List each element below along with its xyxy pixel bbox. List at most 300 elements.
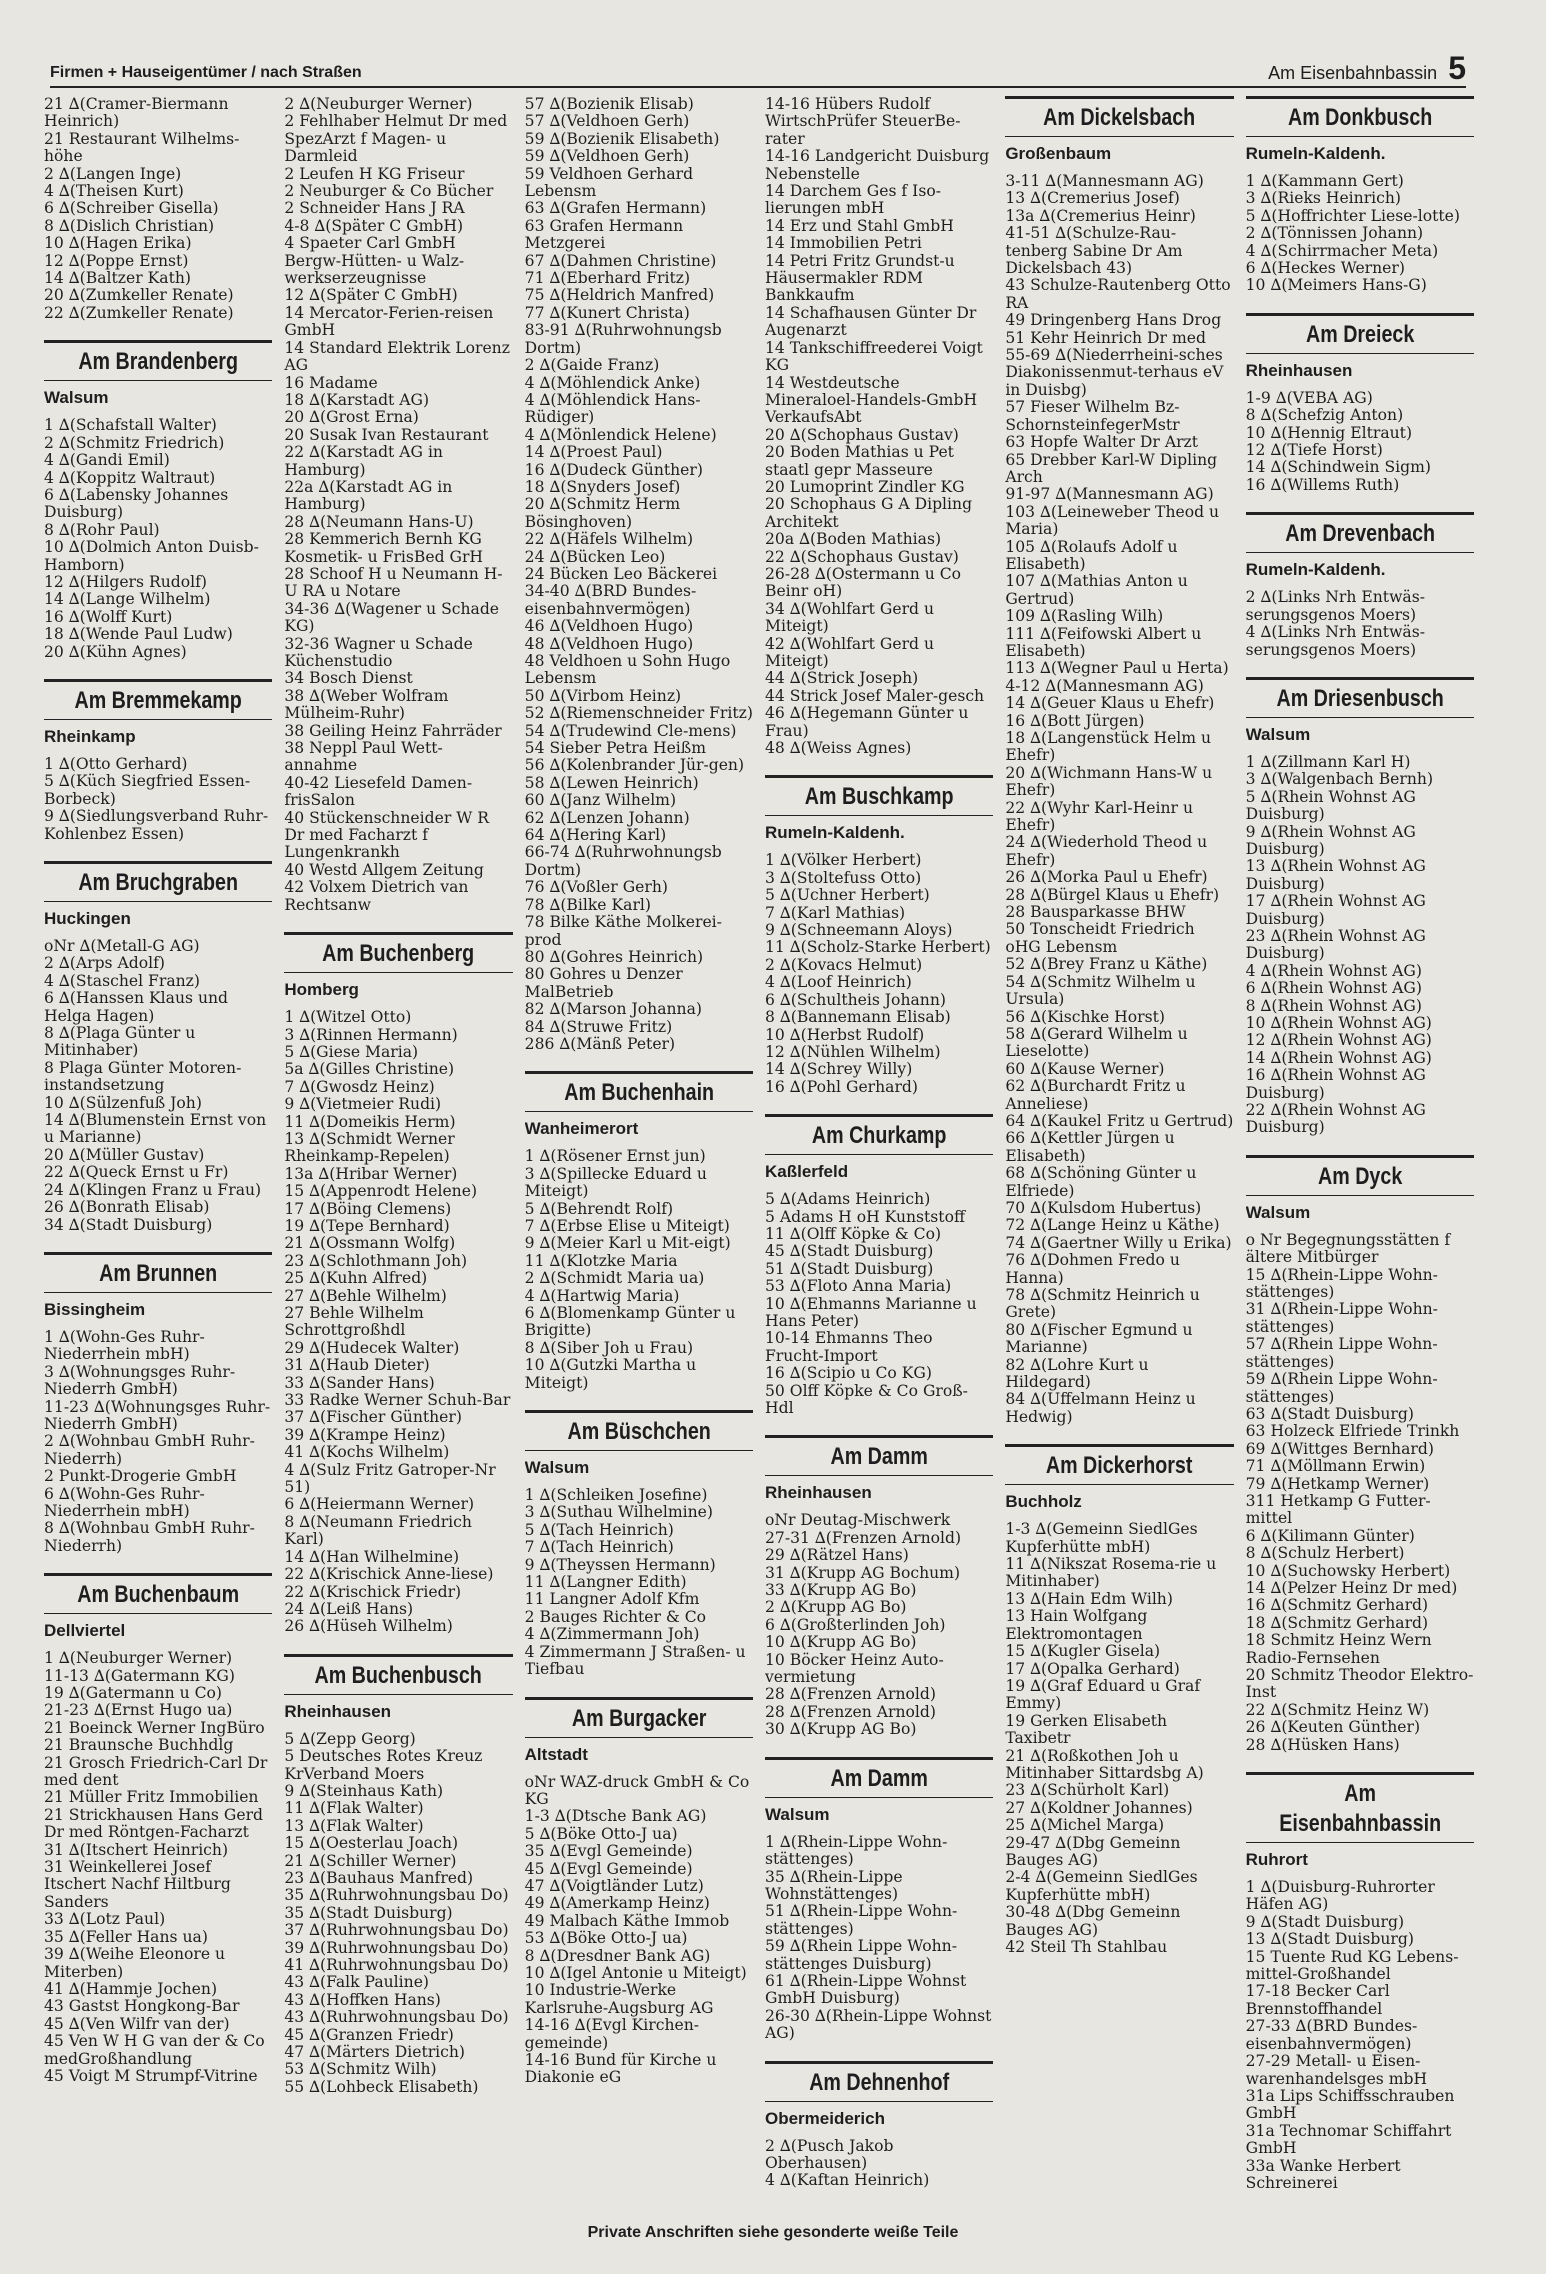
address-entry: 55 ∆(Lohbeck Elisabeth) [284, 2077, 479, 2096]
address-entry: 66 ∆(Kettler Jürgen u Elisabeth) [1005, 1129, 1175, 1165]
address-entry: 2 ∆(Krupp AG Bo) [764, 1598, 907, 1617]
address-entry: 49 ∆(Amerkamp Heinz) [524, 1894, 710, 1913]
address-entry: 7 ∆(Tach Heinrich) [524, 1538, 674, 1557]
address-entry: 4 ∆(Rhein Wohnst AG) [1245, 961, 1422, 980]
address-entry: 4 Spaeter Carl GmbH Bergw-Hütten- u Walz-werkserzeugnisse [284, 234, 465, 288]
address-entry: 41-51 ∆(Schulze-Rau-tenberg Sabine Dr Am Dickelsbach 43) [1005, 224, 1183, 278]
street-name: Am Bruchgraben [78, 869, 238, 896]
address-entry: 6 ∆(Blomenkamp Günter u Brigitte) [524, 1304, 736, 1340]
address-entry: 57 ∆(Rhein Lippe Wohn-stättenges) [1245, 1335, 1438, 1371]
address-entry: 4 ∆(Loof Heinrich) [764, 973, 912, 992]
address-entry: 52 ∆(Riemenschneider Fritz) [524, 704, 753, 723]
address-entry: 20 Schophaus G A Dipling Architekt [764, 495, 973, 531]
address-entry: 14 ∆(Lange Wilhelm) [44, 590, 211, 609]
address-entry: 59 ∆(Veldhoen Gerh) [524, 147, 690, 166]
address-entry: 18 ∆(Langenstück Helm u Ehefr) [1005, 729, 1212, 765]
address-entry: 1 ∆(Witzel Otto) [284, 1008, 412, 1027]
address-entry: 21 ∆(Roßkothen Joh u Mitinhaber Sittardsbg A) [1005, 1746, 1204, 1782]
address-entry: 21-23 ∆(Ernst Hugo ua) [44, 1701, 233, 1720]
address-entry: 28 ∆(Hüsken Hans) [1245, 1735, 1400, 1754]
street-name-box [44, 861, 272, 902]
address-entry: 17 ∆(Rhein Wohnst AG Duisburg) [1245, 892, 1426, 928]
address-entry: 20 Schmitz Theodor Elektro-Inst [1245, 1666, 1474, 1702]
district-name: Rheinhausen [764, 1483, 872, 1503]
address-entry: 15 ∆(Kugler Gisela) [1005, 1642, 1161, 1661]
address-entry: 1-9 ∆(VEBA AG) [1245, 388, 1373, 407]
address-entry: 64 ∆(Kaukel Fritz u Gertrud) [1005, 1111, 1234, 1130]
street-heading [44, 861, 272, 930]
address-entry: 53 ∆(Böke Otto-J ua) [524, 1929, 688, 1948]
address-entry: 28 Kemmerich Bernh KG Kosmetik- u FrisBed GrH [284, 530, 484, 566]
address-entry: 2 Neuburger & Co Bücher [284, 182, 494, 201]
address-entry: 63 Grafen Hermann Metzgerei [524, 216, 684, 253]
address-entry: 22 ∆(Rhein Wohnst AG Duisburg) [1245, 1101, 1426, 1137]
page-number: 5 [1448, 50, 1466, 86]
address-entry: 59 ∆(Rhein Lippe Wohn-stättenges) [1245, 1370, 1438, 1406]
address-entry: 4 ∆(Staschel Franz) [44, 971, 200, 990]
address-entry: 4 ∆(Kaftan Heinrich) [764, 2171, 930, 2190]
address-entry: 6 ∆(Schultheis Johann) [764, 990, 946, 1009]
address-entry: 1 ∆(Rhein-Lippe Wohn-stättenges) [764, 1832, 948, 1869]
address-entry: 39 ∆(Ruhrwohnungsbau Do) [284, 1938, 509, 1957]
address-entry: 14 Darchem Ges f Iso-lierungen mbH [764, 182, 941, 218]
address-entry: 16 ∆(Wolff Kurt) [44, 607, 173, 626]
address-entry: 59 ∆(Rhein Lippe Wohn-stättenges Duisburg) [764, 1937, 957, 1973]
address-entry: 71 ∆(Eberhard Fritz) [524, 269, 691, 288]
street-heading [284, 932, 512, 1001]
address-entry: 1 ∆(Rösener Ernst jun) [524, 1147, 706, 1166]
address-entry: 30 ∆(Krupp AG Bo) [764, 1720, 917, 1739]
street-name-box [525, 1071, 753, 1112]
address-entry: 27-29 Metall- u Eisen-warenhandelsges mbH [1245, 2052, 1428, 2088]
address-entry: 43 ∆(Hoffken Hans) [284, 1990, 441, 2009]
street-name-box [1246, 512, 1474, 553]
address-entry: 38 Geiling Heinz Fahrräder [284, 721, 502, 740]
address-entry: 13 ∆(Stadt Duisburg) [1245, 1930, 1414, 1949]
street-name-box [1246, 1155, 1474, 1196]
street-heading [1246, 512, 1474, 581]
street-heading [525, 1071, 753, 1140]
address-entry: 24 Bücken Leo Bäckerei [524, 564, 718, 583]
street-heading [1246, 96, 1474, 165]
address-entry: 46 ∆(Hegemann Günter u Frau) [764, 704, 969, 740]
address-entry: 4 ∆(Theisen Kurt) [44, 182, 184, 201]
address-entry: 10 ∆(Dolmich Anton Duisb-Hamborn) [44, 538, 259, 574]
address-entry: 40 Stückenschneider W R Dr med Facharzt f Lungenkrankh [284, 808, 489, 862]
street-name-box [1246, 677, 1474, 718]
address-entry: 78 ∆(Schmitz Heinrich u Grete) [1005, 1286, 1200, 1322]
address-entry: 13a ∆(Hribar Werner) [284, 1164, 458, 1183]
address-entry: 21 Müller Fritz Immobilien [44, 1788, 259, 1807]
address-entry: 14-16 ∆(Evgl Kirchen-gemeinde) [524, 2016, 700, 2052]
address-entry: 18 Schmitz Heinz Wern Radio-Fernsehen [1245, 1631, 1432, 1667]
street-name: Am Bremmekamp [74, 686, 242, 714]
district-name: Huckingen [44, 909, 131, 928]
address-entry: 13a ∆(Cremerius Heinr) [1005, 206, 1196, 225]
address-entry: 31 ∆(Itschert Heinrich) [44, 1840, 229, 1859]
address-entry: 34 ∆(Wohlfart Gerd u Miteigt) [764, 599, 935, 636]
address-entry: 113 ∆(Wegner Paul u Herta) [1005, 659, 1229, 678]
address-entry: 19 ∆(Graf Eduard u Graf Emmy) [1005, 1676, 1201, 1713]
address-entry: 51 ∆(Stadt Duisburg) [764, 1259, 934, 1278]
address-entry: 76 ∆(Dohmen Fredo u Hanna) [1005, 1251, 1180, 1287]
address-entry: 9 ∆(Stadt Duisburg) [1245, 1912, 1405, 1931]
address-entry: 31 ∆(Haub Dieter) [284, 1356, 430, 1375]
address-entry: 6 ∆(Heckes Werner) [1245, 259, 1405, 278]
address-entry: 9 ∆(Steinhaus Kath) [284, 1781, 444, 1800]
address-entry: 21 Restaurant Wilhelms-höhe [44, 129, 240, 166]
address-entry: 55-69 ∆(Niederrheini-sches Diakonissenmut-terhaus eV in Duisbg) [1005, 346, 1224, 399]
address-entry: 78 ∆(Bilke Karl) [524, 895, 651, 914]
address-entry: 107 ∆(Mathias Anton u Gertrud) [1005, 572, 1188, 608]
address-entry: 45 Voigt M Strumpf-Vitrine [44, 2066, 258, 2085]
street-heading [44, 679, 272, 748]
address-entry: 53 ∆(Floto Anna Maria) [764, 1277, 952, 1296]
header-street-range: Am Eisenbahnbassin [1268, 63, 1438, 83]
address-entry: 9 ∆(Meier Karl u Mit-eigt) [524, 1234, 731, 1253]
address-entry: 24 ∆(Klingen Franz u Frau) [44, 1180, 262, 1199]
address-entry: 2 ∆(Gaide Franz) [524, 356, 660, 375]
address-entry: 8 ∆(Plaga Günter u Mitinhaber) [44, 1024, 196, 1060]
address-entry: 20 Boden Mathias u Pet staatl gepr Masseure [764, 443, 954, 479]
address-entry: 48 ∆(Veldhoen Hugo) [524, 634, 694, 653]
address-entry: 11 Langner Adolf Kfm [524, 1590, 700, 1609]
address-entry: 103 ∆(Leineweber Theod u Maria) [1005, 502, 1220, 539]
address-entry: 19 ∆(Tepe Bernhard) [284, 1216, 450, 1235]
address-entry: 12 ∆(Tiefe Horst) [1245, 441, 1383, 460]
street-name-box [765, 1114, 993, 1155]
address-entry: 2 ∆(Kovacs Helmut) [764, 955, 923, 974]
street-heading [44, 340, 272, 409]
address-entry: 50 Tonscheidt Friedrich oHG Lebensm [1005, 920, 1195, 956]
address-entry: 16 Madame [284, 373, 378, 392]
address-entry: 5 ∆(Behrendt Rolf) [524, 1199, 674, 1218]
address-entry: 50 Olff Köpke & Co Groß-Hdl [764, 1381, 968, 1417]
address-entry: 1 ∆(Kammann Gert) [1245, 172, 1404, 190]
address-entry: 20 ∆(Müller Gustav) [44, 1145, 205, 1164]
address-entry: 2 ∆(Neuburger Werner) [284, 96, 473, 113]
header-running-title [1268, 50, 1466, 86]
street-name-box [1246, 313, 1474, 354]
address-entry: 5 ∆(Rhein Wohnst AG Duisburg) [1245, 787, 1416, 824]
address-entry: 80 ∆(Gohres Heinrich) [524, 947, 704, 966]
district-name: Rheinkamp [44, 726, 136, 746]
address-entry: 37 ∆(Ruhrwohnungsbau Do) [284, 1921, 509, 1940]
address-entry: 79 ∆(Hetkamp Werner) [1245, 1474, 1430, 1493]
address-entry: 9 ∆(Rhein Wohnst AG Duisburg) [1245, 822, 1416, 858]
address-entry: 286 ∆(Mänß Peter) [524, 1034, 676, 1053]
address-entry: 45 ∆(Ven Wilfr van der) [44, 2014, 230, 2033]
district-name: Kaßlerfeld [764, 1162, 849, 1182]
district-name: Rheinhausen [1245, 360, 1353, 380]
address-entry: 2 ∆(Arps Adolf) [44, 954, 165, 973]
column-5 [1005, 96, 1233, 2208]
address-entry: 7 ∆(Erbse Elise u Miteigt) [524, 1216, 730, 1235]
address-entry: 10 ∆(Hagen Erika) [44, 234, 192, 253]
address-entry: 26 ∆(Hüseh Wilhelm) [284, 1617, 453, 1636]
directory-columns [44, 96, 1474, 2208]
address-entry: 63 ∆(Grafen Hermann) [524, 199, 707, 218]
address-entry: 29 ∆(Hudecek Walter) [284, 1338, 460, 1357]
address-entry: 2 Bauges Richter & Co [524, 1607, 707, 1626]
address-entry: 31a Technomar Schiffahrt GmbH [1245, 2121, 1452, 2158]
district-name: Buchholz [1005, 1492, 1082, 1512]
address-entry: 33 ∆(Krupp AG Bo) [764, 1581, 917, 1600]
address-entry: 2 Punkt-Drogerie GmbH [44, 1467, 237, 1486]
address-entry: 1 ∆(Duisburg-Ruhrorter Häfen AG) [1245, 1878, 1435, 1914]
address-entry: 16 ∆(Bott Jürgen) [1005, 711, 1145, 730]
address-entry: 41 ∆(Ruhrwohnungsbau Do) [284, 1956, 509, 1974]
address-entry: 43 Gastst Hongkong-Bar [44, 1997, 240, 2016]
address-entry: 45 ∆(Granzen Friedr) [284, 2025, 454, 2044]
address-entry: 14-16 Hübers Rudolf WirtschPrüfer SteuerBe-rater [764, 96, 961, 148]
address-entry: 4 ∆(Möhlendick Hans-Rüdiger) [524, 390, 701, 427]
address-entry: 1 ∆(Völker Herbert) [764, 851, 922, 870]
address-entry: 9 ∆(Theyssen Hermann) [524, 1555, 716, 1574]
address-entry: 41 ∆(Hammje Jochen) [44, 1979, 218, 1998]
address-entry: 15 Tuente Rud KG Lebens-mittel-Großhandel [1245, 1947, 1459, 1984]
address-entry: 57 Fieser Wilhelm Bz-SchornsteinfegerMstr [1005, 398, 1180, 434]
address-entry: 4-12 ∆(Mannesmann AG) [1005, 676, 1204, 695]
address-entry: 14 ∆(Pelzer Heinz Dr med) [1245, 1578, 1458, 1597]
address-entry: 59 ∆(Bozienik Elisabeth) [524, 129, 720, 148]
street-name: Am Buschkamp [804, 783, 954, 811]
address-entry: 60 ∆(Janz Wilhelm) [524, 791, 677, 810]
street-name-box [1246, 96, 1474, 137]
address-entry: 3 ∆(Walgenbach Bernh) [1245, 770, 1434, 789]
address-entry: 4 ∆(Koppitz Waltraut) [44, 468, 216, 487]
address-entry: 57 ∆(Bozienik Elisab) [524, 96, 694, 113]
street-name: Am Eisenbahnbassin [1278, 1780, 1441, 1838]
address-entry: 10 ∆(Suchowsky Herbert) [1245, 1561, 1451, 1580]
street-name: Am Driesenbusch [1276, 684, 1444, 712]
address-entry: 6 ∆(Hanssen Klaus und Helga Hagen) [44, 989, 229, 1025]
address-entry: 14 ∆(Han Wilhelmine) [284, 1547, 460, 1566]
street-name-box [525, 1410, 753, 1451]
address-entry: 27-33 ∆(BRD Bundes-eisenbahnvermögen) [1245, 2017, 1418, 2053]
address-entry: 63 Holzeck Elfriede Trinkh [1245, 1422, 1460, 1441]
address-entry: 19 Gerken Elisabeth Taxibetr [1005, 1711, 1168, 1748]
street-heading [765, 775, 993, 844]
address-entry: 21 Grosch Friedrich-Carl Dr med dent [44, 1753, 268, 1790]
address-entry: 21 ∆(Cramer-Biermann Heinrich) [44, 96, 229, 131]
street-name-box [765, 1757, 993, 1798]
street-heading [44, 1252, 272, 1321]
address-entry: 9 ∆(Schneemann Aloys) [764, 921, 953, 940]
district-name: Altstadt [524, 1744, 588, 1764]
street-heading [1246, 1772, 1474, 1871]
address-entry: 16 ∆(Dudeck Günther) [524, 460, 703, 479]
street-name: Am Dreieck [1305, 320, 1414, 348]
address-entry: 10 ∆(Meimers Hans-G) [1245, 276, 1427, 295]
address-entry: 70 ∆(Kulsdom Hubertus) [1005, 1198, 1202, 1217]
address-entry: 42 ∆(Wohlfart Gerd u Miteigt) [764, 634, 935, 670]
street-name: Am Dickelsbach [1043, 104, 1196, 131]
address-entry: 4 ∆(Hartwig Maria) [524, 1286, 680, 1305]
address-entry: 84 ∆(Uffelmann Heinz u Hedwig) [1005, 1390, 1196, 1426]
street-name-box [44, 679, 272, 720]
address-entry: 24 ∆(Wiederhold Theod u Ehefr) [1005, 833, 1208, 869]
street-name: Am Dehnenhof [809, 2068, 950, 2096]
address-entry: 11 ∆(Scholz-Starke Herbert) [764, 938, 991, 957]
address-entry: 2 Schneider Hans J RA [284, 199, 465, 218]
street-heading [765, 1114, 993, 1183]
district-name: Ruhrort [1245, 1850, 1308, 1870]
address-entry: 4 ∆(Schirrmacher Meta) [1245, 241, 1439, 260]
district-name: Rumeln-Kaldenh. [1245, 144, 1386, 163]
address-entry: 38 Neppl Paul Wett-annahme [284, 739, 443, 775]
street-heading [525, 1697, 753, 1766]
address-entry: 65 Drebber Karl-W Dipling Arch [1005, 450, 1218, 486]
address-entry: 62 ∆(Burchardt Fritz u Anneliese) [1005, 1077, 1186, 1113]
address-entry: 40-42 Liesefeld Damen-frisSalon [284, 773, 473, 810]
address-entry: 22 ∆(Krischick Friedr) [284, 1582, 462, 1601]
address-entry: 2 Fehlhaber Helmut Dr med SpezArzt f Magen- u Darmleid [284, 112, 508, 166]
address-entry: 24 ∆(Bücken Leo) [524, 547, 666, 566]
address-entry: 4 ∆(Links Nrh Entwäs-serungsgenos Moers) [1245, 623, 1425, 659]
address-entry: 14 Westdeutsche Mineraloel-Handels-GmbH VerkaufsAbt [764, 373, 978, 427]
street-name: Am Dickerhorst [1046, 1452, 1193, 1480]
address-entry: 63 Hopfe Walter Dr Arzt [1005, 433, 1199, 452]
address-entry: 20 ∆(Grost Erna) [284, 408, 419, 427]
address-entry: 2 ∆(Wohnbau GmbH Ruhr-Niederrh) [44, 1432, 255, 1468]
address-entry: 8 ∆(Dislich Christian) [44, 216, 215, 235]
address-entry: 2 ∆(Pusch Jakob Oberhausen) [764, 2136, 894, 2172]
address-entry: 9 ∆(Vietmeier Rudi) [284, 1095, 442, 1114]
address-entry: 12 ∆(Nühlen Wilhelm) [764, 1042, 941, 1061]
address-entry: 44 Strick Josef Maler-gesch [764, 686, 985, 705]
address-entry: 20 ∆(Schophaus Gustav) [764, 425, 959, 444]
street-name: Am Donkbusch [1287, 104, 1432, 131]
street-name: Am Damm [830, 1764, 928, 1792]
address-entry: 17 ∆(Böing Clemens) [284, 1199, 452, 1218]
street-heading [1005, 1444, 1233, 1513]
address-entry: 5 ∆(Hoffrichter Liese-lotte) [1245, 206, 1460, 225]
address-entry: 28 ∆(Neumann Hans-U) [284, 512, 474, 531]
address-entry: 22 ∆(Zumkeller Renate) [44, 303, 234, 322]
address-entry: 82 ∆(Lohre Kurt u Hildegard) [1005, 1355, 1149, 1392]
street-name: Am Buchenbaum [77, 1581, 240, 1609]
address-entry: 20 ∆(Kühn Agnes) [44, 642, 187, 661]
address-entry: 23 ∆(Schürholt Karl) [1005, 1781, 1170, 1800]
address-entry: 10 ∆(Rhein Wohnst AG) [1245, 1014, 1432, 1032]
address-entry: 10 ∆(Igel Antonie u Miteigt) [524, 1963, 747, 1982]
address-entry: 14 Petri Fritz Grundst-u Häusermakler RDM Bankkaufm [764, 251, 955, 305]
address-entry: 21 Boeinck Werner IngBüro [44, 1718, 265, 1737]
district-name: Walsum [524, 1458, 590, 1478]
address-entry: 10 ∆(Ehmanns Marianne u Hans Peter) [764, 1294, 977, 1330]
district-name: Walsum [44, 388, 109, 408]
address-entry: 26 ∆(Keuten Günther) [1245, 1718, 1421, 1737]
address-entry: 77 ∆(Kunert Christa) [524, 303, 690, 322]
address-entry: 10 ∆(Sülzenfuß Joh) [44, 1093, 202, 1112]
address-entry: 17 ∆(Opalka Gerhard) [1005, 1659, 1180, 1678]
address-entry: 23 ∆(Bauhaus Manfred) [284, 1868, 474, 1887]
address-entry: 38 ∆(Weber Wolfram Mülheim-Ruhr) [284, 686, 449, 723]
address-entry: 11 ∆(Domeikis Herm) [284, 1112, 456, 1131]
address-entry: 8 ∆(Rohr Paul) [44, 520, 160, 539]
column-6 [1246, 96, 1474, 2208]
address-entry: 45 ∆(Stadt Duisburg) [764, 1242, 934, 1261]
address-entry: 11-23 ∆(Wohnungsges Ruhr-Niederrh GmbH) [44, 1397, 271, 1433]
address-entry: 60 ∆(Kause Werner) [1005, 1059, 1165, 1078]
address-entry: 43 Schulze-Rautenberg Otto RA [1005, 276, 1231, 312]
address-entry: 28 Bausparkasse BHW [1005, 903, 1186, 922]
address-entry: 14 ∆(Blumenstein Ernst von u Marianne) [44, 1111, 267, 1147]
street-name-box [44, 1252, 272, 1293]
address-entry: 4 ∆(Zimmermann Joh) [524, 1625, 700, 1644]
address-entry: 63 ∆(Stadt Duisburg) [1245, 1404, 1414, 1423]
address-entry: 11 ∆(Klotzke Maria [524, 1251, 678, 1270]
address-entry: 82 ∆(Marson Johanna) [524, 1000, 702, 1019]
address-entry: 16 ∆(Rhein Wohnst AG Duisburg) [1245, 1066, 1426, 1102]
street-name: Am Dyck [1317, 1162, 1402, 1190]
address-entry: 8 ∆(Wohnbau GmbH Ruhr-Niederrh) [44, 1519, 255, 1555]
address-entry: 5 ∆(Uchner Herbert) [764, 886, 930, 905]
address-entry: 105 ∆(Rolaufs Adolf u Elisabeth) [1005, 537, 1178, 573]
address-entry: 51 Kehr Heinrich Dr med [1005, 328, 1206, 347]
address-entry: 14-16 Landgericht Duisburg Nebenstelle [764, 147, 990, 183]
address-entry: 5 ∆(Giese Maria) [284, 1042, 419, 1061]
address-entry: 43 ∆(Falk Pauline) [284, 1973, 430, 1992]
address-entry: 20 ∆(Schmitz Herm Bösinghoven) [524, 495, 681, 531]
address-entry: 14-16 Bund für Kirche u Diakonie eG [524, 2051, 717, 2087]
address-entry: 109 ∆(Rasling Wilh) [1005, 607, 1164, 626]
address-entry: 75 ∆(Heldrich Manfred) [524, 286, 715, 305]
address-entry: 6 ∆(Wohn-Ges Ruhr-Niederrhein mbH) [44, 1484, 205, 1520]
address-entry: 1 ∆(Otto Gerhard) [44, 754, 188, 773]
address-entry: 26-30 ∆(Rhein-Lippe Wohnst AG) [764, 2006, 992, 2043]
address-entry: 58 ∆(Lewen Heinrich) [524, 773, 699, 792]
address-entry: 14 ∆(Schindwein Sigm) [1245, 458, 1431, 477]
address-entry: 33 ∆(Sander Hans) [284, 1373, 435, 1392]
address-entry: 34-36 ∆(Wagener u Schade KG) [284, 599, 500, 636]
street-name-box [284, 1654, 512, 1695]
address-entry: 8 ∆(Schefzig Anton) [1245, 406, 1404, 425]
address-entry: 68 ∆(Schöning Günter u Elfriede) [1005, 1164, 1197, 1200]
address-entry: 8 ∆(Rhein Wohnst AG) [1245, 996, 1422, 1015]
address-entry: 10 ∆(Herbst Rudolf) [764, 1025, 925, 1044]
address-entry: 12 ∆(Rhein Wohnst AG) [1245, 1031, 1432, 1050]
district-name: Rumeln-Kaldenh. [764, 823, 905, 843]
address-entry: 1 ∆(Wohn-Ges Ruhr-Niederrhein mbH) [44, 1327, 205, 1364]
address-entry: 62 ∆(Lenzen Johann) [524, 808, 690, 827]
address-entry: 48 ∆(Weiss Agnes) [764, 739, 912, 758]
address-entry: 33a Wanke Herbert Schreinerei [1245, 2156, 1401, 2192]
address-entry: 6 ∆(Kilimann Günter) [1245, 1526, 1415, 1545]
address-entry: 80 ∆(Fischer Egmund u Marianne) [1005, 1320, 1193, 1357]
address-entry: 22 ∆(Schophaus Gustav) [764, 547, 959, 566]
address-entry: 39 ∆(Weihe Eleonore u Miterben) [44, 1945, 226, 1981]
address-entry: 1-3 ∆(Dtsche Bank AG) [524, 1807, 707, 1826]
column-1 [44, 96, 272, 2208]
street-name: Am Buchenbusch [314, 1661, 483, 1689]
address-entry: 3 ∆(Suthau Wilhelmine) [524, 1503, 713, 1522]
address-entry: 20 ∆(Wichmann Hans-W u Ehefr) [1005, 763, 1213, 800]
column-3 [525, 96, 753, 2208]
address-entry: 3 ∆(Stoltefuss Otto) [764, 868, 922, 887]
address-entry: 5 ∆(Böke Otto-J ua) [524, 1824, 678, 1843]
address-entry: 16 ∆(Pohl Gerhard) [764, 1077, 918, 1096]
address-entry: 34-40 ∆(BRD Bundes-eisenbahnvermögen) [524, 582, 697, 618]
address-entry: 25 ∆(Michel Marga) [1005, 1816, 1165, 1835]
address-entry: 1 ∆(Schafstall Walter) [44, 416, 217, 435]
address-entry: 2 ∆(Tönnissen Johann) [1245, 224, 1424, 243]
address-entry: 4 ∆(Gandi Emil) [44, 451, 170, 470]
address-entry: 12 ∆(Später C GmbH) [284, 286, 458, 305]
address-entry: 4-8 ∆(Später C GmbH) [284, 216, 464, 235]
address-entry: 21 ∆(Schiller Werner) [284, 1851, 457, 1870]
